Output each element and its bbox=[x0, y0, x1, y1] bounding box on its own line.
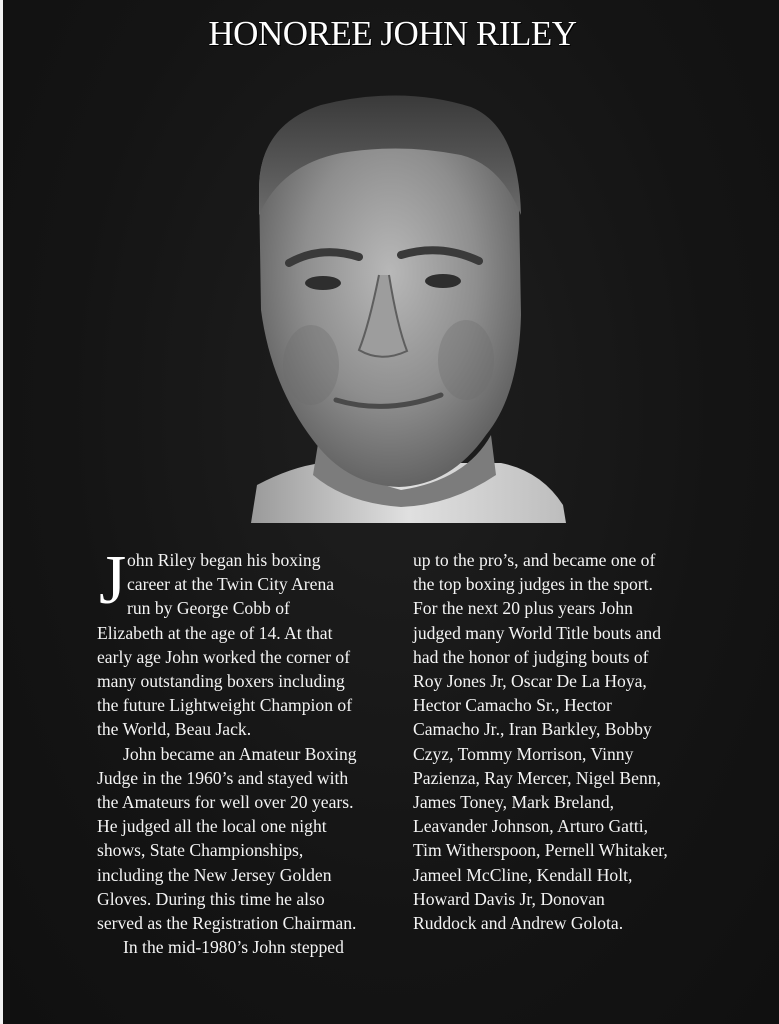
article-line: Ruddock and Andrew Golota. bbox=[413, 913, 624, 934]
article-line: He judged all the local one night bbox=[97, 816, 327, 837]
article-column-right bbox=[413, 548, 713, 935]
dropcap-paragraph bbox=[97, 542, 397, 621]
article-line: run by George Cobb of bbox=[127, 598, 290, 619]
portrait-photo-icon bbox=[251, 95, 566, 523]
article-line: James Toney, Mark Breland, bbox=[413, 792, 615, 813]
article-line: the World, Beau Jack. bbox=[97, 719, 252, 740]
article-line: shows, State Championships, bbox=[97, 840, 304, 861]
article-line: career at the Twin City Arena bbox=[127, 574, 335, 595]
article-line: including the New Jersey Golden bbox=[97, 864, 332, 885]
article-line: Camacho Jr., Iran Barkley, Bobby bbox=[413, 719, 652, 740]
article-line: the future Lightweight Champion of bbox=[97, 695, 353, 716]
article-line: early age John worked the corner of bbox=[97, 646, 351, 667]
article-line: Jameel McCline, Kendall Holt, bbox=[413, 864, 633, 885]
article-line: Hector Camacho Sr., Hector bbox=[413, 695, 612, 716]
article-line: Howard Davis Jr, Donovan bbox=[413, 888, 605, 909]
article-line: Pazienza, Ray Mercer, Nigel Benn, bbox=[413, 767, 661, 788]
article-column-left bbox=[97, 542, 397, 959]
article-line: Elizabeth at the age of 14. At that bbox=[97, 622, 333, 643]
article-line: Roy Jones Jr, Oscar De La Hoya, bbox=[413, 671, 647, 692]
article-line: had the honor of judging bouts of bbox=[413, 646, 649, 667]
article-line: Leavander Johnson, Arturo Gatti, bbox=[413, 816, 649, 837]
portrait-photo-svg bbox=[251, 95, 566, 523]
article-line: Tim Witherspoon, Pernell Whitaker, bbox=[413, 840, 668, 861]
dropcap-letter: J bbox=[99, 542, 127, 619]
article-line: Czyz, Tommy Morrison, Vinny bbox=[413, 743, 634, 764]
page-title: HONOREE JOHN RILEY bbox=[208, 14, 577, 53]
article-line: Gloves. During this time he also bbox=[97, 888, 325, 909]
article-line: John became an Amateur Boxing bbox=[123, 743, 357, 764]
article-line: served as the Registration Chairman. bbox=[97, 913, 357, 934]
article-line: up to the pro’s, and became one of bbox=[413, 550, 656, 570]
article-line: In the mid-1980’s John stepped bbox=[123, 937, 344, 958]
article-line: judged many World Title bouts and bbox=[413, 622, 661, 643]
article-line: ohn Riley began his boxing bbox=[127, 550, 321, 570]
article-line: Judge in the 1960’s and stayed with bbox=[97, 767, 349, 788]
article-line: the top boxing judges in the sport. bbox=[413, 574, 653, 595]
article-line: many outstanding boxers including bbox=[97, 671, 345, 692]
article-line: For the next 20 plus years John bbox=[413, 598, 633, 619]
article-line: the Amateurs for well over 20 years. bbox=[97, 792, 354, 813]
